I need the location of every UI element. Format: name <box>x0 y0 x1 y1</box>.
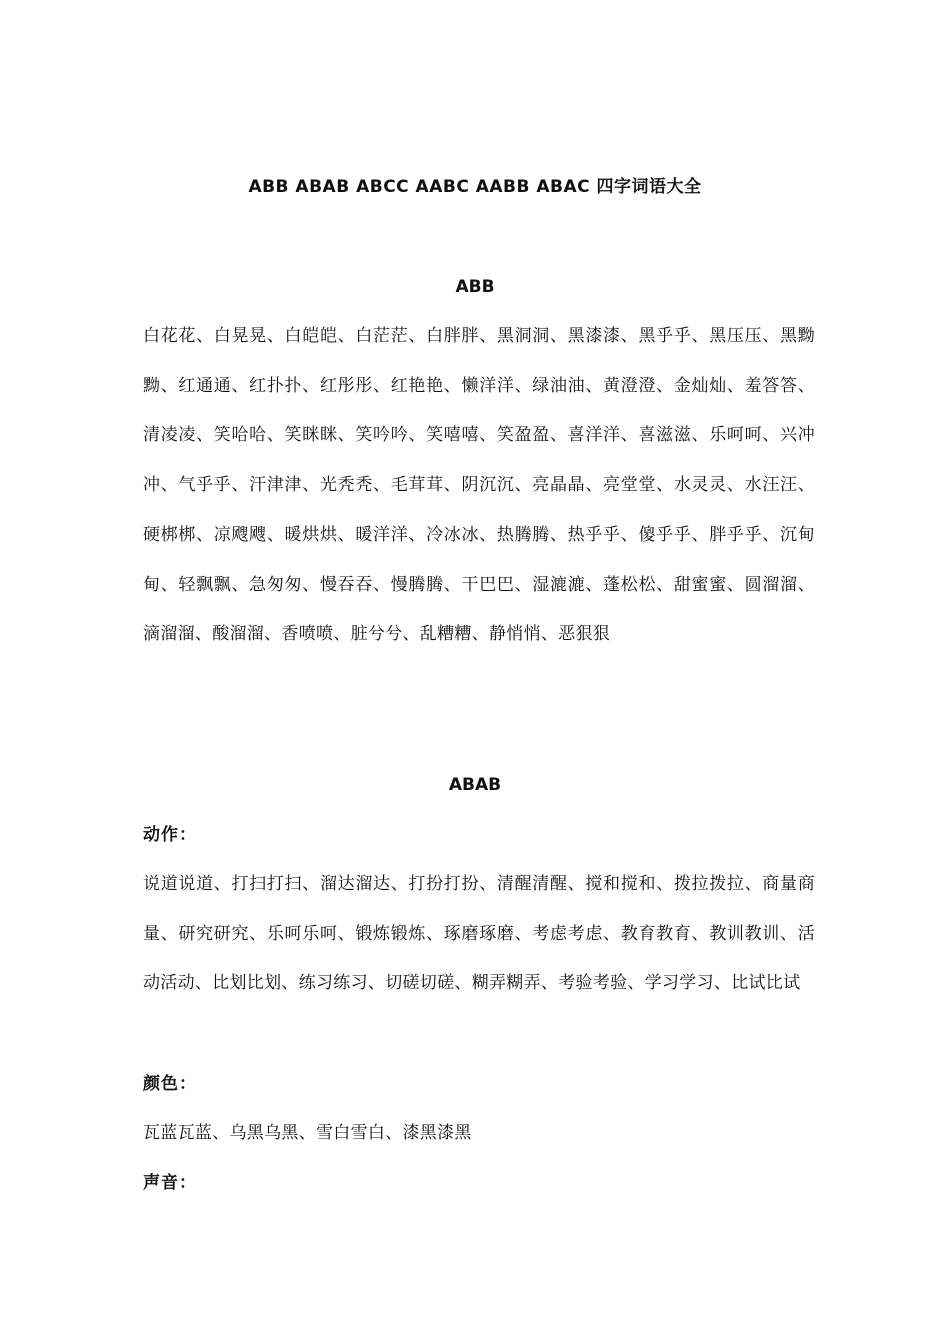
section-heading-abb: ABB <box>455 277 495 297</box>
abab-color-word-list: 瓦蓝瓦蓝、乌黑乌黑、雪白雪白、漆黑漆黑 <box>143 1123 472 1143</box>
abab-action-label: 动作： <box>143 825 197 845</box>
abb-word-list: 白花花、白晃晃、白皑皑、白茫茫、白胖胖、黑洞洞、黑漆漆、黑乎乎、黑压压、黑黝黝、红通通、红扑扑、红彤彤、红艳艳、懒洋洋、绿油油、黄澄澄、金灿灿、羞答答、清凌凌、笑哈哈、笑眯眯、笑吟吟、笑嘻嘻、笑盈盈、喜洋洋、喜滋滋、乐呵呵、兴冲冲、气乎乎、汗津津、光秃秃、毛茸茸、阴沉沉、亮晶晶、亮堂堂、水灵灵、水汪汪、硬梆梆、凉飕飕、暖烘烘、暖洋洋、冷冰冰、热腾腾、热乎乎、傻乎乎、胖乎乎、沉甸甸、轻飘飘、急匆匆、慢吞吞、慢腾腾、干巴巴、湿漉漉、蓬松松、甜蜜蜜、圆溜溜、滴溜溜、酸溜溜、香喷喷、脏兮兮、乱糟糟、静悄悄、恶狠狠 <box>143 326 815 645</box>
abab-color-label: 颜色： <box>143 1074 197 1094</box>
abab-sound-label: 声音： <box>143 1173 197 1193</box>
document-title: ABB ABAB ABCC AABC AABB ABAC 四字词语大全 <box>248 177 702 197</box>
section-heading-abab: ABAB <box>448 775 502 795</box>
abab-action-word-list: 说道说道、打扫打扫、溜达溜达、打扮打扮、清醒清醒、搅和搅和、拨拉拨拉、商量商量、研究研究、乐呵乐呵、锻炼锻炼、琢磨琢磨、考虑考虑、教育教育、教训教训、活动活动、比划比划、练习练习、切磋切磋、糊弄糊弄、考验考验、学习学习、比试比试 <box>143 874 815 994</box>
